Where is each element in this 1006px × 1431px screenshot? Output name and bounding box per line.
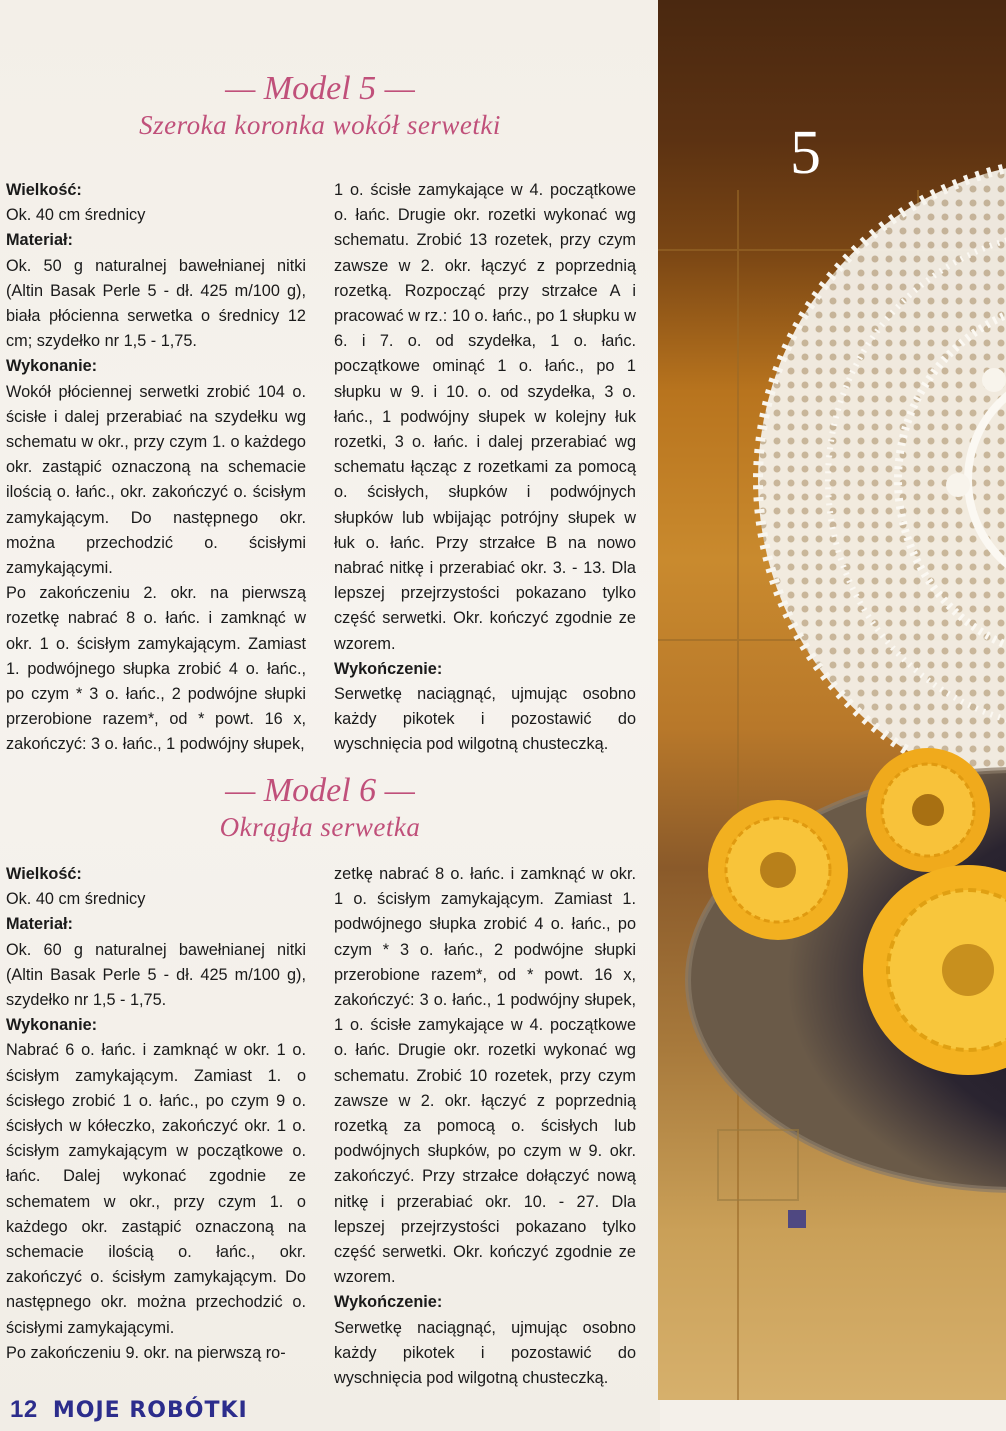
size-heading: Wielkość: [6, 181, 82, 199]
execution-heading: Wykonanie: [6, 357, 98, 376]
model5-title: — Model 5 — [225, 70, 415, 107]
model6-title: — Model 6 — [225, 772, 415, 809]
model6-subtitle: Okrągła serwetka [219, 812, 421, 842]
material-text: Ok. 50 g naturalnej bawełnianej nitki (Altin Basak Perle 5 - dł. 425 m/100 g), biała płócienna serwetka o średnicy 12 cm; szydełko nr 1,5 - 1,75. [6, 256, 306, 351]
execution-text-cont2: zetkę nabrać 8 o. łańc. i zamknąć w okr. 1 o. ścisłym zamykającym. Zamiast 1. podwójnego słupka zrobić 4 o. łańc., po czym * 3 o. łańc., 2 podwójne słupki przerobione razem*, od * powt. 16 x, zakończyć: 3 o. łańc., 1 podwójny słupek, 1 o. ścisłe zamykające w 4. początkowe o. łańc. Drugie okr. rozetki wykonać wg schematu. Zrobić 10 rozetek, przy czym zawsze w 2. okr. łączyć z poprzednią rozetką za pomocą o. ścisłych lub podwójnych słupków, po czym w 9. okr. zakończyć. Przy strzałce dołączyć nową nitkę i przerabiać okr. 10. - 27. Dla lepszej przejrzystości pokazano tylko część serwetki. Okr. kończyć zgodnie ze wzorem. [334, 865, 636, 1287]
execution-text-cont: Po zakończeniu 2. okr. na pierwszą rozetkę nabrać 8 o. łańc. i zamknąć w okr. 1 o. ścisłym zamykającym. Zamiast 1. podwójnego słupka zrobić 4 o. łańc., po czym * 3 o. łańc., 2 podwójne słupki przerobione razem*, od * powt. 16 x, zakończyć: 3 o. łańc., 1 podwójny słupek, [6, 584, 306, 754]
execution-text: Nabrać 6 o. łańc. i zamknąć w okr. 1 o. ścisłym zamykającym. Zamiast 1. o ścisłego zrobić 1 o. łańc., po czym 9 o. ścisłych w kółeczko, zakończyć okr. 1 o. ścisłym zamykającym w początkowe o. łańc. Dalej wykonać zgodnie ze schematem w okr., przy czym 1. o każdego okr. zastąpić oznaczoną na schemacie ilością o. łańc., okr. zakończyć o. ścisłym zamykającym. Do następnego okr. można przechodzić o. ścisłymi zamykającymi. [6, 1041, 306, 1337]
page-number: 12 [10, 1396, 38, 1423]
execution-text-cont2: 1 o. ścisłe zamykające w 4. początkowe o. łańc. Drugie okr. rozetki wykonać wg schematu. Zrobić 13 rozetek, przy czym zawsze w 2. okr. łączyć z poprzednią rozetką. Rozpocząć przy strzałce A i pracować w rz.: 10 o. łańc., po 1 słupku w 6. i 7. o. od szydełka, 1 o. łańc. początkowe ominąć 1 o. łańc., po 1 słupku w 9. i 10. o. od szydełka, 3 o. łańc., 1 podwójny słupek w kolejny łuk rozetki, 3 o. łańc. i dalej przerabiać wg schematu łącząc z rozetkami za pomocą o. ścisłych, słupków i podwójnych słupków lub wbijając potrójny słupek w łuk o. łańc. Przy strzałce B na nowo nabrać nitkę i przerabiać okr. 3. - 13. Dla lepszej przejrzystości pokazano tylko część serwetki. Okr. kończyć zgodnie ze wzorem. [334, 181, 636, 653]
model5-subtitle: Szeroka koronka wokół serwetki [139, 110, 501, 140]
model6-column-right [334, 862, 636, 1391]
execution-text-cont: Po zakończeniu 9. okr. na pierwszą ro- [6, 1343, 286, 1362]
material-text: Ok. 60 g naturalnej bawełnianej nitki (Altin Basak Perle 5 - dł. 425 m/100 g), szydełko nr 1,5 - 1,75. [6, 940, 306, 1010]
size-text: Ok. 40 cm średnicy [6, 890, 146, 909]
finishing-heading: Wykończenie: [334, 1293, 443, 1312]
size-text: Ok. 40 cm średnicy [6, 206, 146, 225]
model6-column-left [6, 862, 306, 1366]
finishing-heading: Wykończenie: [334, 659, 443, 678]
model-number-badge: 5 [790, 119, 821, 187]
doily-photo [658, 0, 1006, 1400]
magazine-brand: MOJE ROBÓTKI [52, 1398, 248, 1423]
finishing-text: Serwetkę naciągnąć, ujmując osobno każdy pikotek i pozostawić do wyschnięcia pod wilgotną chusteczką. [334, 685, 636, 754]
execution-text: Wokół płóciennej serwetki zrobić 104 o. ścisłe i dalej przerabiać na szydełku wg schematu w okr., przy czym 1. o każdego okr. zastąpić oznaczoną na schemacie ilością o. łańc., okr. zakończyć o. ścisłym zamykającym. Do następnego okr. można przechodzić o. ścisłymi zamykającymi. [6, 382, 306, 578]
model5-column-left [6, 178, 306, 758]
material-heading: Materiał: [6, 915, 73, 934]
doily-illustration [758, 160, 1006, 800]
finishing-text: Serwetkę naciągnąć, ujmując osobno każdy pikotek i pozostawić do wyschnięcia pod wilgotną chusteczką. [334, 1318, 636, 1388]
material-heading: Materiał: [6, 231, 73, 250]
model5-column-right [334, 178, 636, 758]
size-heading: Wielkość: [6, 865, 82, 883]
execution-heading: Wykonanie: [6, 1016, 98, 1035]
page-footer [10, 1396, 248, 1424]
